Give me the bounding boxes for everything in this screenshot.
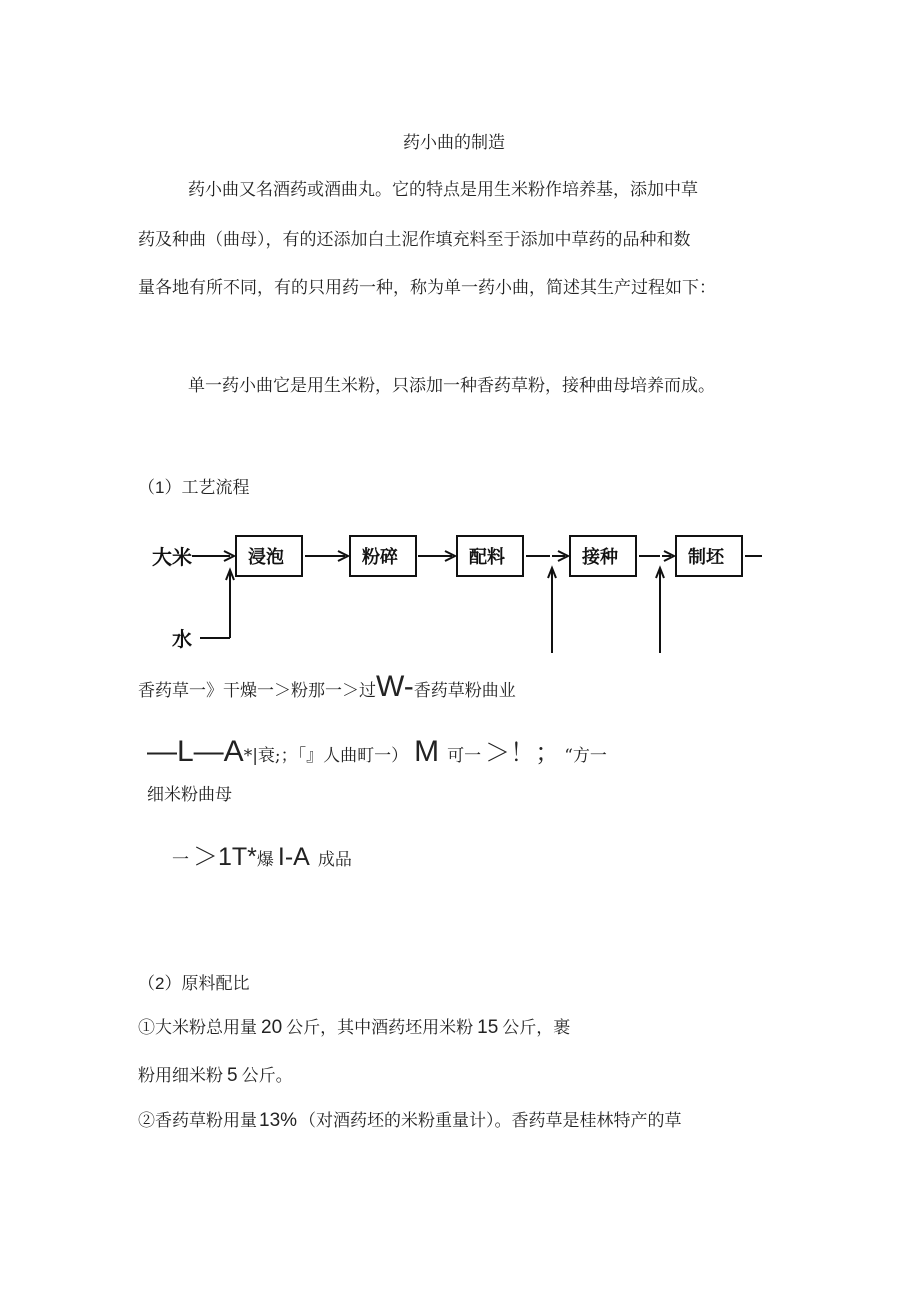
- ocr-text: “方一: [564, 746, 607, 766]
- ocr-flow-line-3: 细米粉曲母: [147, 785, 232, 805]
- ocr-text: ＞1T*: [193, 843, 257, 871]
- flow-step-3: 配料: [469, 547, 505, 568]
- ratio-item-1-continued: [138, 1066, 293, 1086]
- flow-input-water: 水: [172, 627, 192, 651]
- ocr-text: M: [414, 735, 440, 768]
- ratio-text: 粉用细米粉: [138, 1066, 223, 1086]
- ocr-text: 成品: [317, 850, 352, 870]
- ratio-text: ①大米粉总用量: [138, 1018, 257, 1038]
- ratio-item-2: [138, 1111, 682, 1131]
- single-herb-paragraph: 单一药小曲它是用生米粉，只添加一种香药草粉，接种曲母培养而成。: [188, 376, 715, 396]
- ratio-number: 20: [261, 1017, 283, 1038]
- section-2-number: （2）: [138, 974, 182, 993]
- section-1-number: （1）: [138, 478, 182, 497]
- ocr-text: —L—A: [147, 735, 244, 768]
- intro-line-1: 药小曲又名酒药或酒曲丸。它的特点是用生米粉作培养基，添加中草: [188, 180, 698, 200]
- ratio-text: 公斤，其中酒药坯用米粉: [286, 1018, 474, 1038]
- ocr-flow-line-1: [138, 670, 516, 707]
- ocr-text: 可一: [447, 746, 482, 766]
- section-2-heading: [138, 974, 249, 994]
- ratio-text: （对酒药坯的米粉重量计）。香药草是桂林特产的草: [299, 1111, 682, 1131]
- ocr-text: 爆: [256, 850, 274, 870]
- ratio-number: 5: [227, 1065, 238, 1086]
- ocr-flow-line-2: [147, 735, 607, 773]
- ocr-text: ＞！；: [485, 739, 561, 767]
- ocr-flow-line-4: [172, 842, 352, 876]
- flow-step-4: 接种: [582, 547, 618, 568]
- process-flow-diagram: [150, 528, 770, 653]
- flow-input-rice: 大米: [152, 545, 192, 569]
- section-1-title: 工艺流程: [181, 478, 250, 498]
- section-1-heading: [138, 478, 249, 498]
- ocr-text: 香药草一》干燥一＞粉那一＞过: [138, 681, 376, 701]
- section-2-title: 原料配比: [181, 974, 250, 994]
- flow-step-5: 制坯: [688, 547, 724, 568]
- ocr-text: I-A: [277, 843, 310, 871]
- ocr-text: *|衰;；「』人曲町一）: [243, 746, 409, 766]
- ratio-text: 公斤。: [241, 1066, 293, 1086]
- intro-line-3: 量各地有所不同，有的只用药一种，称为单一药小曲，简述其生产过程如下：: [138, 278, 716, 298]
- flow-step-2: 粉碎: [362, 547, 398, 568]
- flow-step-1: 浸泡: [248, 547, 284, 568]
- ratio-number: 13%: [259, 1110, 298, 1131]
- ratio-item-1: [138, 1018, 570, 1038]
- ratio-text: ②香药草粉用量: [138, 1111, 257, 1131]
- ocr-text: W-: [376, 670, 414, 703]
- ocr-text: 一: [172, 850, 189, 870]
- ocr-text: 香药草粉曲业: [413, 681, 516, 701]
- intro-line-2: 药及种曲（曲母），有的还添加白土泥作填充料至于添加中草药的品种和数: [138, 230, 691, 250]
- ratio-text: 公斤，裹: [502, 1018, 571, 1038]
- ratio-number: 15: [477, 1017, 499, 1038]
- page-title: 药小曲的制造: [403, 133, 505, 153]
